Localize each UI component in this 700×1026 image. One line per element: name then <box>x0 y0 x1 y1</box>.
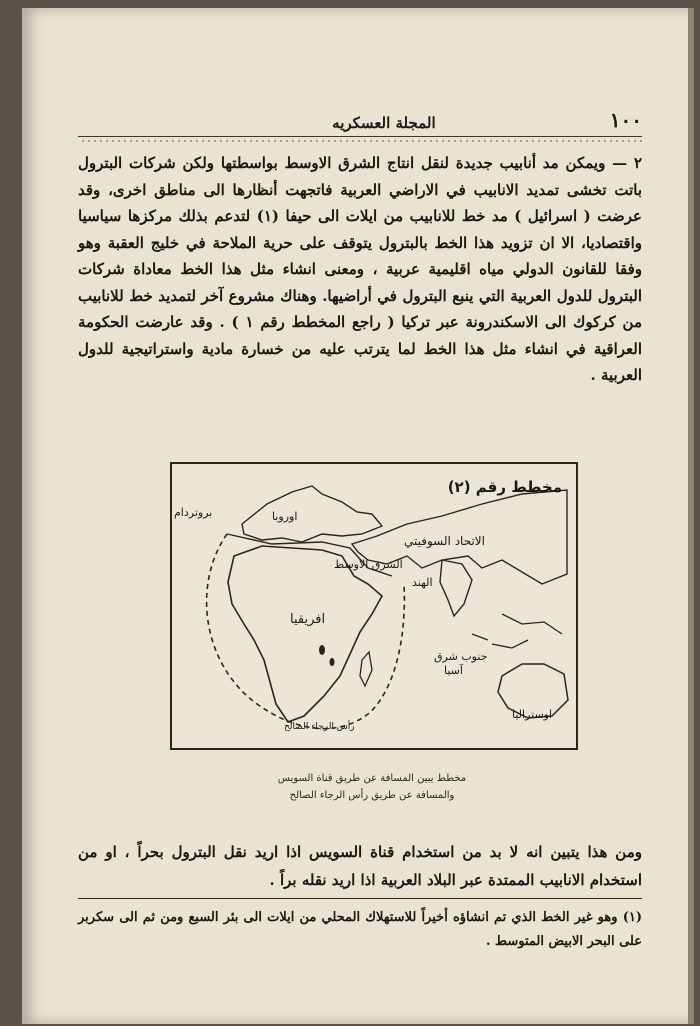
label-southeast-asia-2: آسيا <box>444 664 463 677</box>
caption-line-1: مخطط يبين المسافة عن طريق قناة السويس <box>277 773 467 784</box>
footnote: (١) وهو غير الخط الذي تم انشاؤه أخيراً للاستهلاك المحلي من ايلات الى بئر السبع ومن ثم الى سكربر على البحر الابيض المتوسط . <box>78 910 642 949</box>
world-map-sketch <box>172 464 576 748</box>
label-australia: اوستراليا <box>512 708 553 721</box>
label-southeast-asia-1: جنوب شرق <box>434 650 488 663</box>
page-number: ١٠٠ <box>609 108 642 132</box>
journal-title: المجلة العسكريه <box>332 114 436 132</box>
label-europe: اوروبا <box>272 510 298 523</box>
europe-outline <box>242 486 382 542</box>
lake-marker <box>330 658 335 666</box>
label-soviet-union: الاتحاد السوفيتي <box>404 534 485 548</box>
madagascar-outline <box>360 652 372 686</box>
label-india: الهند <box>412 576 433 589</box>
figure-caption <box>170 770 574 804</box>
main-paragraph: ٢ — ويمكن مد أنابيب جديدة لنقل انتاج الشرق الاوسط بواسطتها ولكن شركات البترول باتت تخشى تمديد الانابيب في الاراضي العربية فاتجهت أنظارها الى مناطق اخرى، وقد عرضت ( اسرائيل ) مد خط للانابيب من ايلات الى حيفا (١) لتدعم بذلك مركزها سياسيا واقتصاديا، الا ان تزويد هذا الخط بالبترول يتوقف على حرية الملاحة في خليج العقبة وهو وفقا للقانون الدولي مياه اقليمية عربية ، ومعنى انشاء مثل هذا الخط معاداة شركات البترول للدول العربية التي ينبع البترول في أراضيها. وهناك مشروع آخر لتمديد خط للانابيب من كركوك الى الاسكندرونة عبر تركيا ( راجع المخطط رقم ١ ) . وقد عارضت الحكومة العراقية في انشاء مثل هذا الخط لما يترتب عليه من خسارة مادية واستراتيجية للدول العربية . <box>78 154 642 384</box>
label-middle-east: الشرق الاوسط <box>334 558 403 571</box>
lake-marker <box>319 645 325 655</box>
southeast-asia-outline <box>472 614 562 648</box>
label-cape: رأس الرجاء الصالح <box>284 722 355 732</box>
figure-title: مخطط رقم (٢) <box>447 478 562 496</box>
map-figure <box>170 462 578 750</box>
caption-line-2: والمسافة عن طريق رأس الرجاء الصالح <box>289 790 455 801</box>
footnote-rule <box>78 898 642 899</box>
india-outline <box>440 560 472 616</box>
header-rule <box>78 136 642 143</box>
page-header <box>78 102 642 132</box>
africa-outline <box>228 546 382 722</box>
label-rotterdam: بروتردام <box>174 506 213 519</box>
page-edge <box>688 8 694 1024</box>
label-africa: افريقيا <box>290 612 326 627</box>
conclusion-paragraph: ومن هذا يتبين انه لا بد من استخدام قناة السويس اذا اريد نقل البترول بحراً ، او من استخدام الانابيب الممتدة عبر البلاد العربية اذا اريد نقله براً . <box>78 843 642 889</box>
